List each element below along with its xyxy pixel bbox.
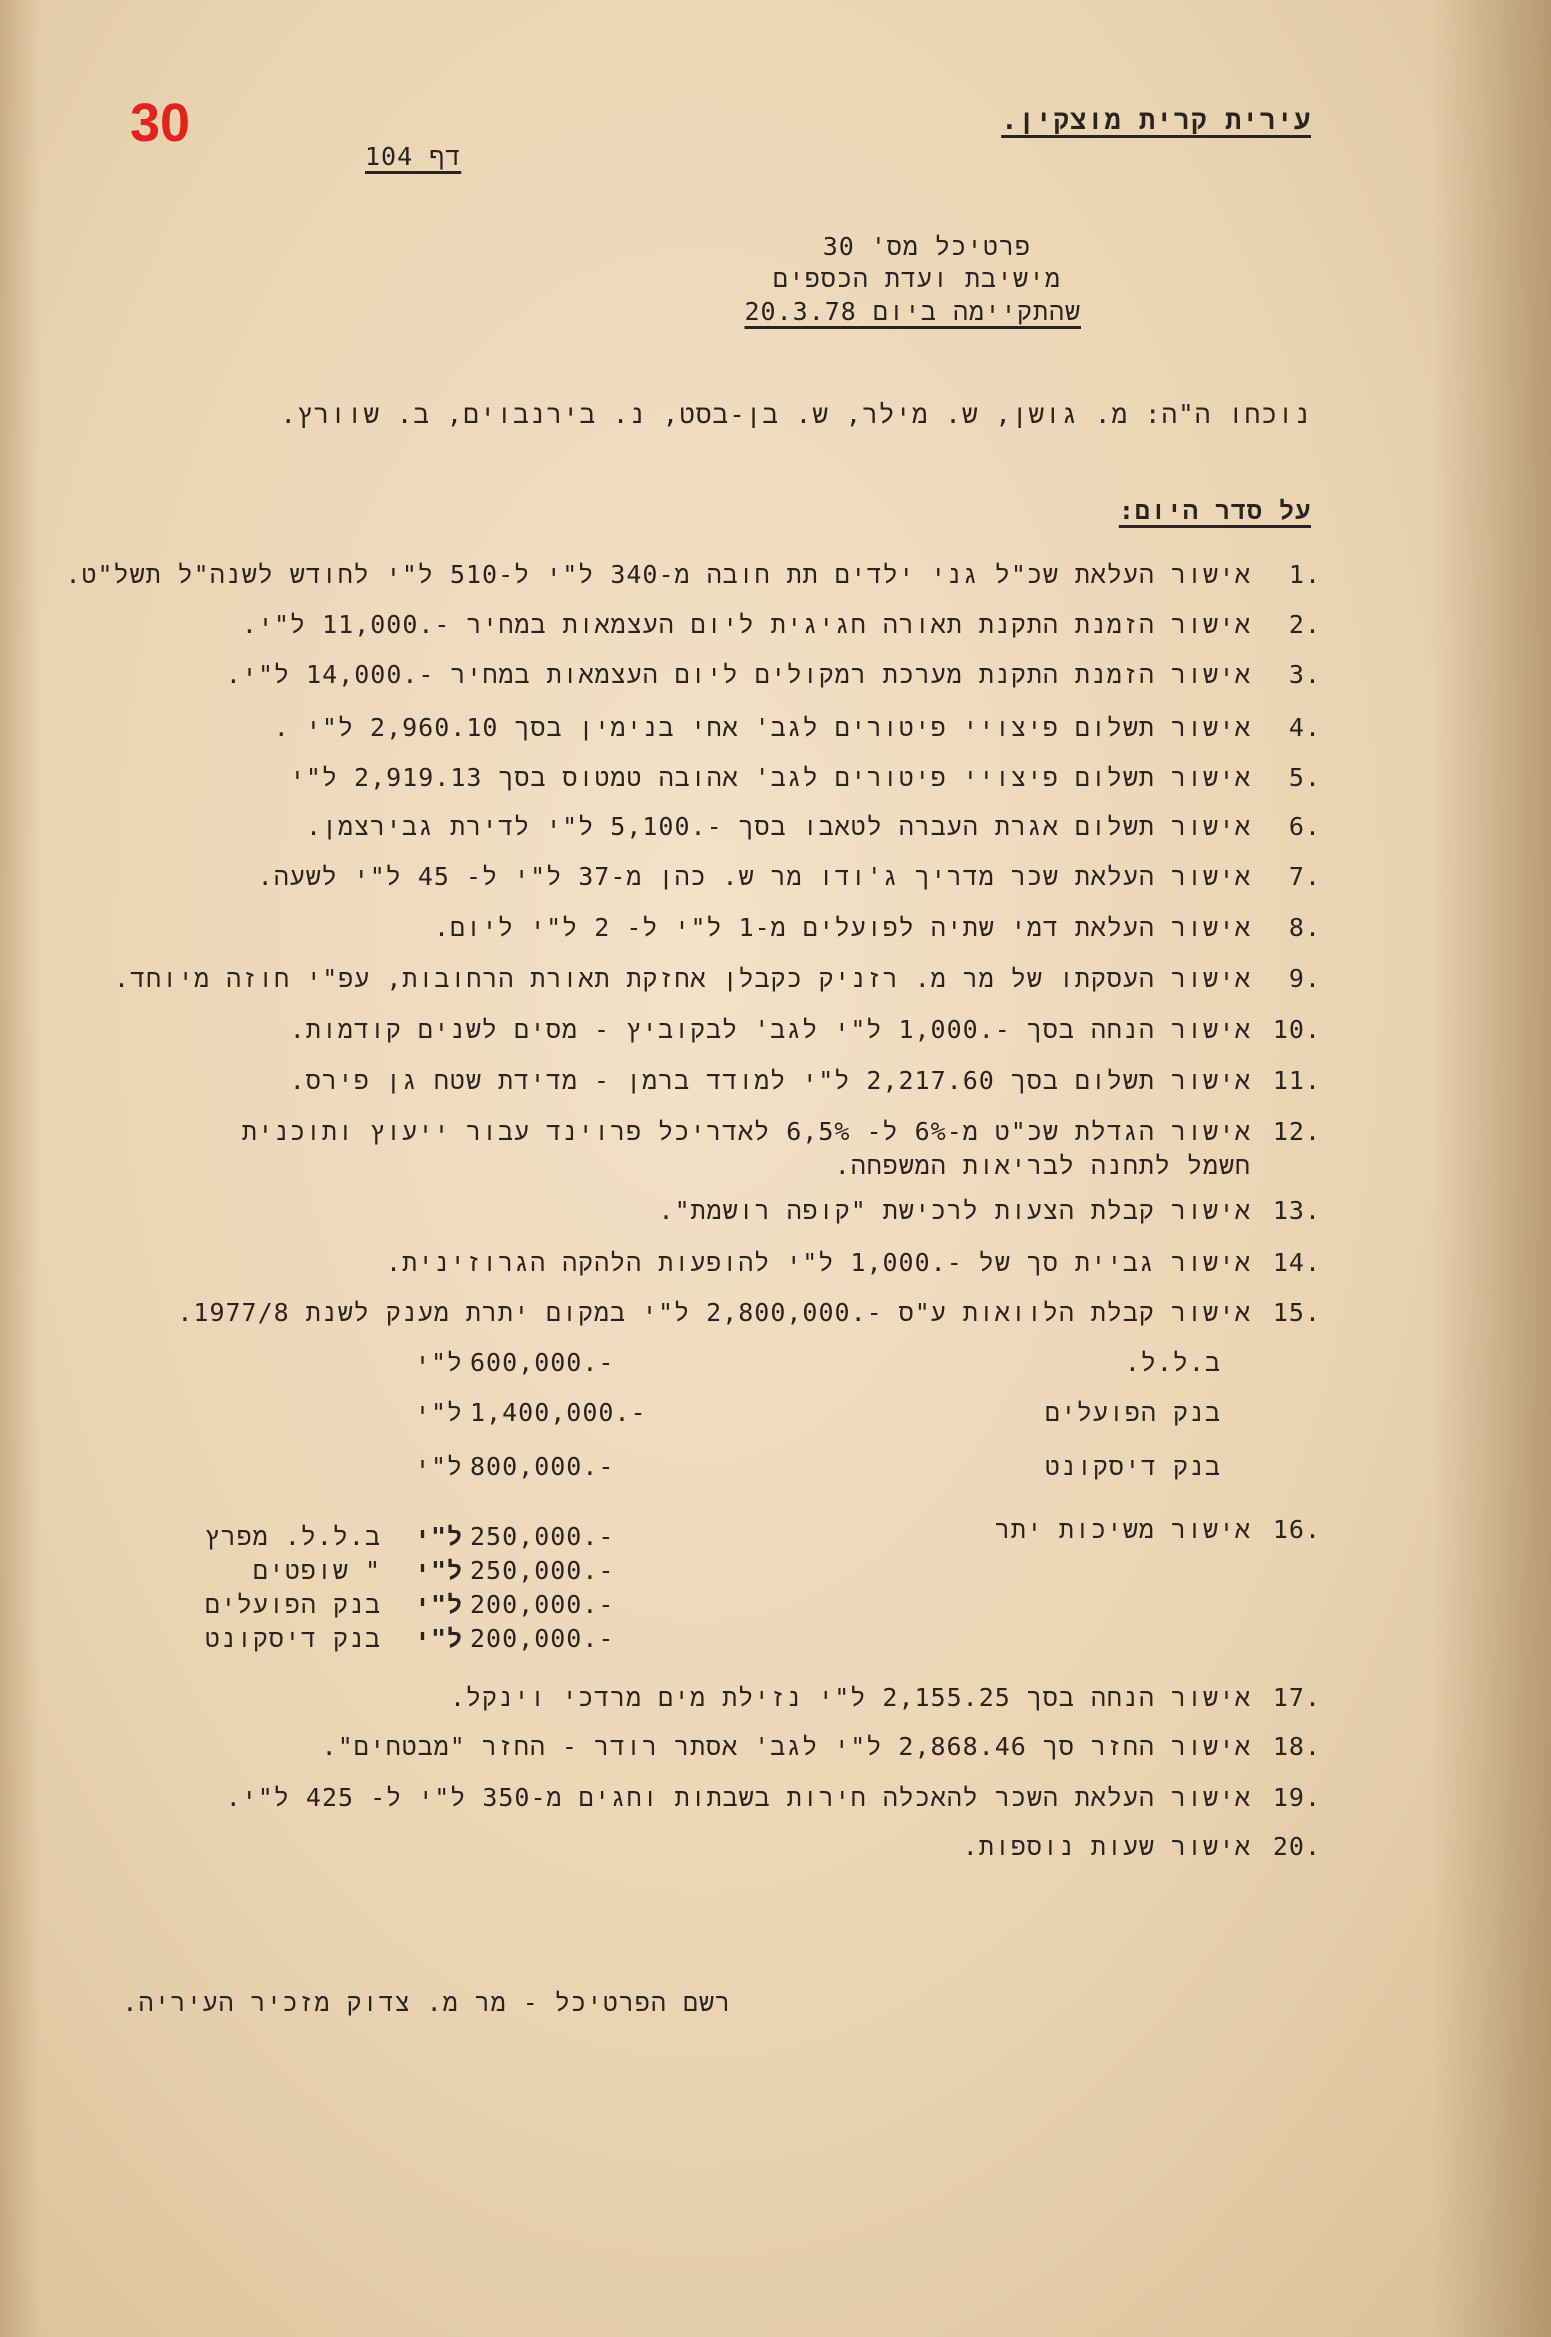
item-number: 12. <box>1272 1117 1321 1146</box>
item-text: אישור העלאת שכ"ל גני ילדים תת חובה מ-340 ל"י ל-510 ל"י לחודש לשנה"ל תשל"ט. <box>65 560 1251 589</box>
agenda-item <box>81 812 1321 848</box>
loan-unit: ל"י <box>415 1452 464 1481</box>
item-number: 3. <box>1288 660 1321 689</box>
item-number: 6. <box>1288 812 1321 841</box>
item-text: אישור הגדלת שכ"ט מ-6% ל- 6,5% לאדריכל פרוינד עבור ייעוץ ותוכנית <box>241 1117 1251 1146</box>
overdraft-unit: ל"י <box>415 1522 464 1551</box>
agenda-item <box>81 1066 1321 1102</box>
agenda-item <box>81 1832 1321 1868</box>
overdraft-amount: 200,000.- <box>470 1624 615 1653</box>
overdraft-bank: ב.ל.ל. מפרץ <box>204 1522 381 1551</box>
item-number: 8. <box>1288 913 1321 942</box>
agenda-item <box>81 1298 1321 1334</box>
item-text: אישור הזמנת התקנת תאורה חגיגית ליום העצמאות במחיר -.11,000 ל"י. <box>241 610 1251 639</box>
overdraft-unit: ל"י <box>415 1624 464 1653</box>
item-number: 20. <box>1272 1832 1321 1861</box>
item-text: אישור משיכות יתר <box>994 1515 1251 1544</box>
agenda-item <box>81 763 1321 799</box>
item-number: 15. <box>1272 1298 1321 1327</box>
loan-bank: בנק דיסקונט <box>1044 1452 1221 1481</box>
agenda-item <box>81 1732 1321 1768</box>
item-number: 18. <box>1272 1732 1321 1761</box>
agenda-item <box>81 660 1321 696</box>
item-text: אישור קבלת הלוואות ע"ס -.2,800,000 ל"י במקום יתרת מענק לשנת 1977/8. <box>177 1298 1251 1327</box>
overdraft-bank: בנק דיסקונט <box>204 1624 381 1653</box>
item-text: אישור הזמנת התקנת מערכת רמקולים ליום העצמאות במחיר -.14,000 ל"י. <box>225 660 1251 689</box>
loan-unit: ל"י <box>415 1398 464 1427</box>
meeting-title: מישיבת ועדת הכספים <box>772 264 1061 293</box>
item-number: 4. <box>1288 713 1321 742</box>
agenda-item <box>81 964 1321 1000</box>
overdraft-bank: בנק הפועלים <box>204 1590 381 1619</box>
item-text: אישור קבלת הצעות לרכישת "קופה רושמת". <box>658 1196 1251 1225</box>
agenda-heading: על סדר היום: <box>1118 496 1311 525</box>
loan-unit: ל"י <box>415 1348 464 1377</box>
agenda-item <box>81 1015 1321 1051</box>
item-text: אישור שעות נוספות. <box>962 1832 1251 1861</box>
overdraft-unit: ל"י <box>415 1590 464 1619</box>
attendees-line: נוכחו ה"ה: מ. גושן, ש. מילר, ש. בן-בסט, נ. בירנבוים, ב. שוורץ. <box>280 400 1311 430</box>
protocol-recorder: רשם הפרטיכל - מר מ. צדוק מזכיר העיריה. <box>122 1988 731 2017</box>
overdraft-amount: 250,000.- <box>470 1556 615 1585</box>
overdraft-unit: ל"י <box>415 1556 464 1585</box>
item-text: אישור גביית סך של -.1,000 ל"י להופעות הלהקה הגרוזינית. <box>386 1248 1251 1277</box>
loan-bank: בנק הפועלים <box>1044 1398 1221 1427</box>
item-number: 17. <box>1272 1683 1321 1712</box>
page-edge-shadow-right <box>1431 0 1551 2337</box>
agenda-item <box>81 1783 1321 1819</box>
agenda-item <box>81 913 1321 949</box>
item-number: 5. <box>1288 763 1321 792</box>
loan-bank: ב.ל.ל. <box>1124 1348 1221 1377</box>
municipality-header: עירית קרית מוצקין. <box>1001 105 1311 136</box>
protocol-number: פרטיכל מס' 30 <box>822 232 1031 261</box>
item-text: אישור תשלום בסך 2,217.60 ל"י למודד ברמן - מדידת שטח גן פירס. <box>289 1066 1251 1095</box>
item-text: אישור העלאת שכר מדריך ג'ודו מר ש. כהן מ-37 ל"י ל- 45 ל"י לשעה. <box>257 862 1251 891</box>
item-number: 16. <box>1272 1515 1321 1544</box>
item-text: אישור תשלום אגרת העברה לטאבו בסך -.5,100 ל"י לדירת גבירצמן. <box>305 812 1251 841</box>
loan-amount: 800,000.- <box>470 1452 615 1481</box>
item-number: 14. <box>1272 1248 1321 1277</box>
agenda-item <box>81 1196 1321 1232</box>
agenda-item <box>65 560 1321 596</box>
item-number: 7. <box>1288 862 1321 891</box>
item-number: 1. <box>1288 560 1321 589</box>
item-text: אישור תשלום פיצויי פיטורים לגב' אחי בנימין בסך 2,960.10 ל"י . <box>273 713 1251 742</box>
item-text: אישור העלאת דמי שתיה לפועלים מ-1 ל"י ל- 2 ל"י ליום. <box>434 913 1251 942</box>
loan-amount: 600,000.- <box>470 1348 615 1377</box>
agenda-item <box>81 1117 1321 1189</box>
item-text: אישור הנחה בסך -.1,000 ל"י לגב' לבקוביץ - מסים לשנים קודמות. <box>289 1015 1251 1044</box>
item-number: 10. <box>1272 1015 1321 1044</box>
item-text: אישור הנחה בסך 2,155.25 ל"י נזילת מים מרדכי וינקל. <box>449 1683 1251 1712</box>
item-number: 9. <box>1288 964 1321 993</box>
item-text: אישור העלאת השכר להאכלה חירות בשבתות וחגים מ-350 ל"י ל- 425 ל"י. <box>225 1783 1251 1812</box>
page-edge-shadow-left <box>0 0 40 2337</box>
loan-amount: 1,400,000.- <box>470 1398 647 1427</box>
agenda-item <box>81 713 1321 749</box>
item-text: אישור העסקתו של מר מ. רזניק כקבלן אחזקת תאורת הרחובות, עפ"י חוזה מיוחד. <box>114 964 1251 993</box>
agenda-item <box>81 862 1321 898</box>
page-number: 30 <box>130 93 191 153</box>
item-number: 2. <box>1288 610 1321 639</box>
item-text: אישור החזר סך 2,868.46 ל"י לגב' אסתר רודר - החזר "מבטחים". <box>321 1732 1251 1761</box>
meeting-date: שהתקיימה ביום 20.3.78 <box>744 297 1081 326</box>
agenda-item <box>81 1248 1321 1284</box>
overdraft-amount: 200,000.- <box>470 1590 615 1619</box>
sheet-number: דף 104 <box>365 142 462 171</box>
agenda-item <box>81 610 1321 646</box>
item-text: אישור תשלום פיצויי פיטורים לגב' אהובה טמטוס בסך 2,919.13 ל"י <box>289 763 1251 792</box>
item-text-continued: חשמל לתחנה לבריאות המשפחה. <box>834 1151 1251 1180</box>
agenda-item <box>81 1683 1321 1719</box>
item-number: 11. <box>1272 1066 1321 1095</box>
overdraft-bank: " שופטים <box>252 1556 381 1585</box>
overdraft-amount: 250,000.- <box>470 1522 615 1551</box>
item-number: 13. <box>1272 1196 1321 1225</box>
item-number: 19. <box>1272 1783 1321 1812</box>
